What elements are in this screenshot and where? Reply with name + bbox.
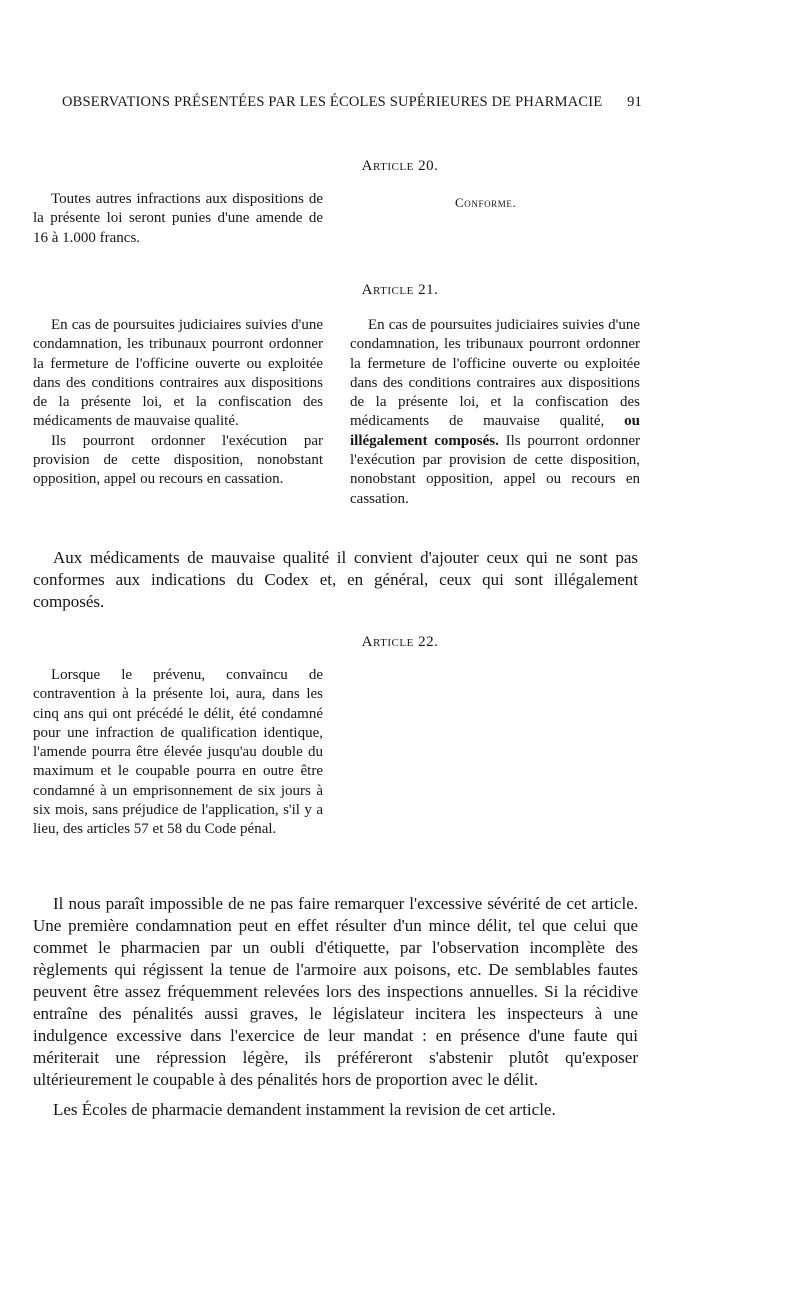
article-22-comment-paragraph-2: Les Écoles de pharmacie demandent instamment la revision de cet article. [53, 1100, 556, 1119]
article-21-original-paragraph-1: En cas de poursuites judiciaires suivies d'une condamnation, les tribunaux pourront ordonner la fermeture de l'officine ouverte ou exploitée dans des conditions contraires aux dispositions de la présente loi, et la confiscation des médicaments de mauvaise qualité. [33, 317, 323, 430]
article-21-original-text [33, 316, 323, 490]
article-21-amended-bold-addition: ou illégalement composés. [350, 413, 641, 449]
article-20-amended-text: Conforme. [455, 195, 517, 210]
article-22-original-text [33, 666, 323, 840]
article-21-original-paragraph-2: Ils pourront ordonner l'exécution par provision de cette disposition, nonobstant opposition, appel ou recours en cassation. [33, 432, 323, 488]
article-22-commentary [33, 893, 638, 1121]
article-22-comment-paragraph-1: Il nous paraît impossible de ne pas faire remarquer l'excessive sévérité de cet article. Une première condamnation peut en effet résulter d'un mince délit, tel que celui que commet le pharmacien par un oubli d'étiquette, par l'observation incomplète des règlements qui régissent la tenue de l'armoire aux poisons, etc. De semblables fautes peuvent être assez fréquemment relevées lors des inspections annuelles. Si la récidive entraîne des pénalités aussi graves, le législateur incitera les inspecteurs à une indulgence excessive dans l'exercice de leur mandat : en présence d'une faute qui mériterait une répression légère, ils préféreront s'abstenir plutôt qu'exposer ultérieurement le coupable à des pénalités hors de proportion avec le délit. [33, 894, 638, 1089]
article-20-original-paragraph: Toutes autres infractions aux dispositions de la présente loi seront punies d'une amende de 16 à 1.000 francs. [33, 191, 323, 246]
article-21-heading: Article 21. [361, 282, 439, 298]
running-title: OBSERVATIONS PRÉSENTÉES PAR LES ÉCOLES SUPÉRIEURES DE PHARMACIE [62, 94, 603, 110]
article-22-heading: Article 22. [361, 634, 439, 650]
article-21-commentary [33, 547, 638, 613]
article-21-amended-part-a: En cas de poursuites judiciaires suivies d'une condamnation, les tribunaux pourront ordonner la fermeture de l'officine ouverte ou exploitée dans des conditions contraires aux dispositions de la présente loi, et la confiscation des médicaments de mauvaise qualité, [350, 317, 640, 430]
article-22-original-paragraph: Lorsque le prévenu, convaincu de contravention à la présente loi, aura, dans les cinq ans qui ont précédé le délit, été condamné pour une infraction de qualification identique, l'amende pourra être élevée jusqu'au double du maximum et le coupable pourra en outre être condamné à un emprisonnement de six jours à six mois, sans préjudice de l'application, s'il y a lieu, des articles 57 et 58 du Code pénal. [33, 667, 323, 838]
article-21-amended-paragraph [350, 316, 640, 509]
article-21-amended-part-b: Ils pourront ordonner l'exécution par provision de cette disposition, nonobstant opposition, appel ou recours en cassation. [350, 432, 640, 507]
page-number: 91 [627, 94, 642, 110]
article-20-original-text [33, 190, 323, 248]
article-21-comment-paragraph: Aux médicaments de mauvaise qualité il convient d'ajouter ceux qui ne sont pas conformes aux indications du Codex et, en général, ceux qui sont illégalement composés. [33, 548, 638, 611]
article-20-heading: Article 20. [361, 158, 439, 174]
article-21-amended-text [350, 316, 640, 509]
